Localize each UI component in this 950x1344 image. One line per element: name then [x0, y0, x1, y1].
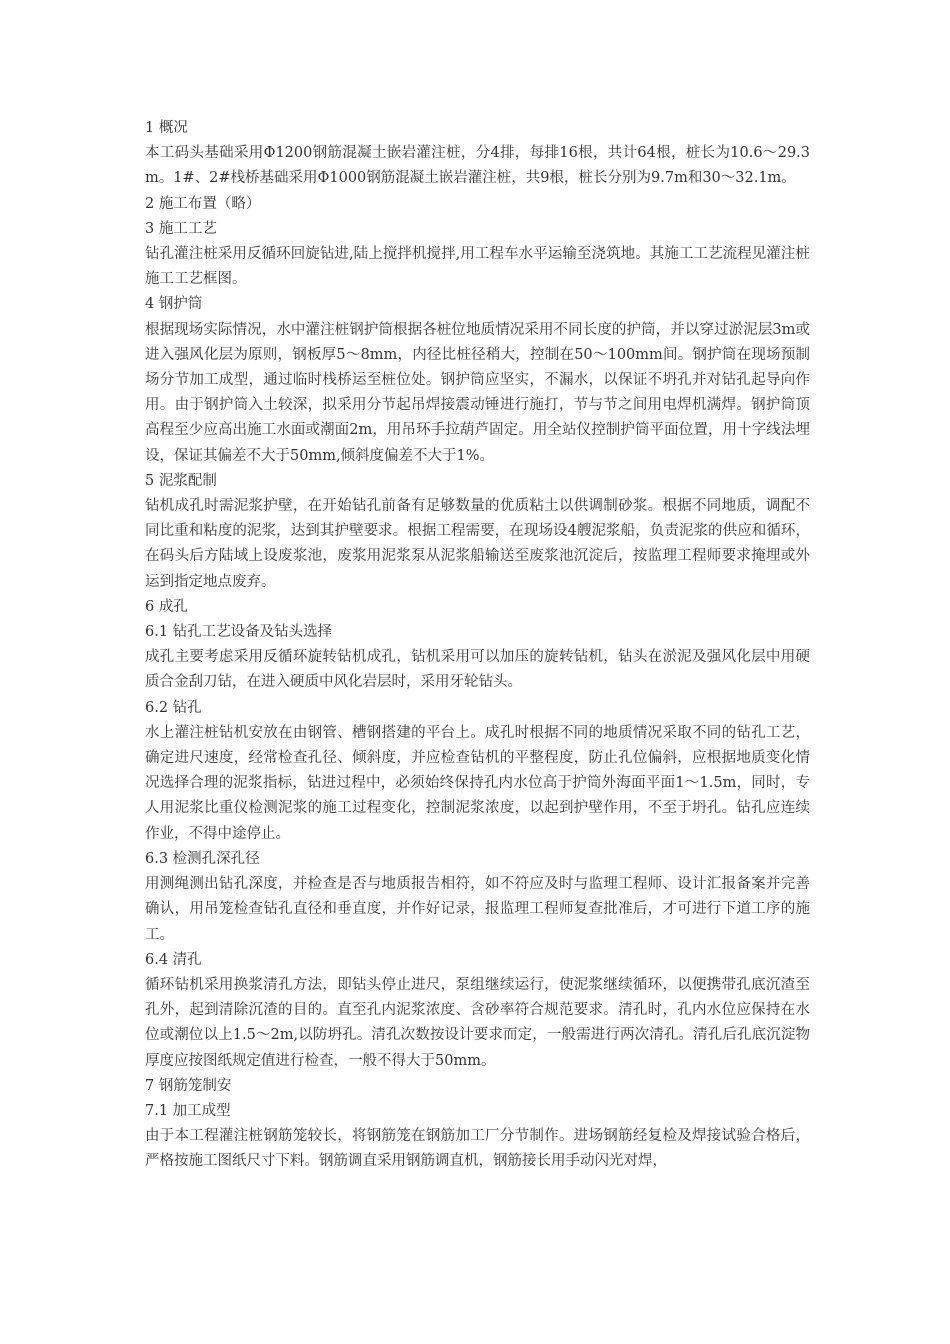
heading-overview: 1 概况 — [145, 120, 188, 136]
paragraph-drilling-equipment: 成孔主要考虑采用反循环旋转钻机成孔，钻机采用可以加压的旋转钻机，钻头在淤泥及强风化层中用硬质合金刮刀钻，在进入硬质中风化岩层时，采用牙轮钻头。 — [145, 649, 810, 691]
document-body — [145, 116, 810, 1175]
paragraph-fabrication: 由于本工程灌注桩钢筋笼较长，将钢筋笼在钢筋加工厂分节制作。进场钢筋经复检及焊接试验合格后，严格按施工图纸尺寸下料。钢筋调直采用钢筋调直机，钢筋接长用手动闪光对焊， — [145, 1128, 810, 1170]
heading-hole-forming: 6 成孔 — [145, 598, 188, 615]
paragraph-mud-preparation: 钻机成孔时需泥浆护壁，在开始钻孔前备有足够数量的优质粘土以供调制砂浆。根据不同地质，调配不同比重和粘度的泥浆，达到其护壁要求。根据工程需要，在现场设4艘泥浆船，负责泥浆的供应和循环，在码头后方陆域上设废浆池，废浆用泥浆泵从泥浆船输送至废浆池沉淀后，按监理工程师要求掩埋或外运到指定地点废弃。 — [145, 498, 810, 590]
heading-fabrication: 7.1 加工成型 — [145, 1102, 231, 1119]
heading-drilling-equipment: 6.1 钻孔工艺设备及钻头选择 — [145, 624, 333, 641]
heading-hole-inspection: 6.3 检测孔深孔径 — [145, 850, 260, 867]
heading-drilling: 6.2 钻孔 — [145, 699, 202, 716]
paragraph-steel-casing: 根据现场实际情况，水中灌注桩钢护筒根据各桩位地质情况采用不同长度的护筒，并以穿过淤泥层3m或进入强风化层为原则，钢板厚5～8mm，内径比桩径稍大，控制在50～100mm间。钢护筒在现场预制场分节加工成型，通过临时栈桥运至桩位处。钢护筒应坚实，不漏水，以保证不坍孔并对钻孔起导向作用。由于钢护筒入土较深，拟采用分节起吊焊接震动锤进行施打，节与节之间用电焊机满焊。钢护筒顶高程至少应高出施工水面或潮面2m，用吊环手拉葫芦固定。用全站仪控制护筒平面位置，用十字线法埋设，保证其偏差不大于50mm,倾斜度偏差不大于1%。 — [145, 321, 810, 464]
paragraph-hole-inspection: 用测绳测出钻孔深度，并检查是否与地质报告相符，如不符应及时与监理工程师、设计汇报备案并完善确认，用吊笼检查钻孔直径和垂直度，并作好记录，报监理工程师复查批准后，才可进行下道工序的施工。 — [145, 876, 810, 943]
paragraph-construction-process: 钻孔灌注桩采用反循环回旋钻进,陆上搅拌机搅拌,用工程车水平运输至浇筑地。其施工工艺流程见灌注桩施工工艺框图。 — [145, 246, 810, 288]
heading-mud-preparation: 5 泥浆配制 — [145, 472, 217, 489]
heading-hole-cleaning: 6.4 清孔 — [145, 951, 202, 968]
paragraph-hole-cleaning: 循环钻机采用换浆清孔方法，即钻头停止进尺，泵组继续运行，使泥浆继续循环，以便携带孔底沉渣至孔外，起到清除沉渣的目的。直至孔内泥浆浓度、含砂率符合规范要求。清孔时，孔内水位应保持在水位或潮位以上1.5～2m,以防坍孔。清孔次数按设计要求而定，一般需进行两次清孔。清孔后孔底沉淀物厚度应按图纸规定值进行检查，一般不得大于50mm。 — [145, 976, 810, 1069]
heading-rebar-cage: 7 钢筋笼制安 — [145, 1077, 232, 1094]
heading-steel-casing: 4 钢护筒 — [145, 296, 203, 313]
paragraph-overview: 本工码头基础采用Φ1200钢筋混凝土嵌岩灌注桩，分4排，每排16根，共计64根，桩长为10.6～29.3m。1#、2#栈桥基础采用Φ1000钢筋混凝土嵌岩灌注桩，共9根，桩长分别为9.7m和30～32.1m。 — [145, 145, 810, 187]
paragraph-drilling: 水上灌注桩钻机安放在由钢管、槽钢搭建的平台上。成孔时根据不同的地质情况采取不同的钻孔工艺，确定进尺速度，经常检查孔径、倾斜度，并应检查钻机的平整程度，防止孔位偏斜，应根据地质变化情况选择合理的泥浆指标，钻进过程中，必须始终保持孔内水位高于护筒外海面平面1～1.5m，同时，专人用泥浆比重仪检测泥浆的施工过程变化，控制泥浆浓度，以起到护壁作用，不至于坍孔。钻孔应连续作业，不得中途停止。 — [145, 724, 810, 842]
heading-construction-process: 3 施工工艺 — [145, 220, 217, 237]
heading-construction-layout: 2 施工布置（略） — [145, 195, 261, 212]
